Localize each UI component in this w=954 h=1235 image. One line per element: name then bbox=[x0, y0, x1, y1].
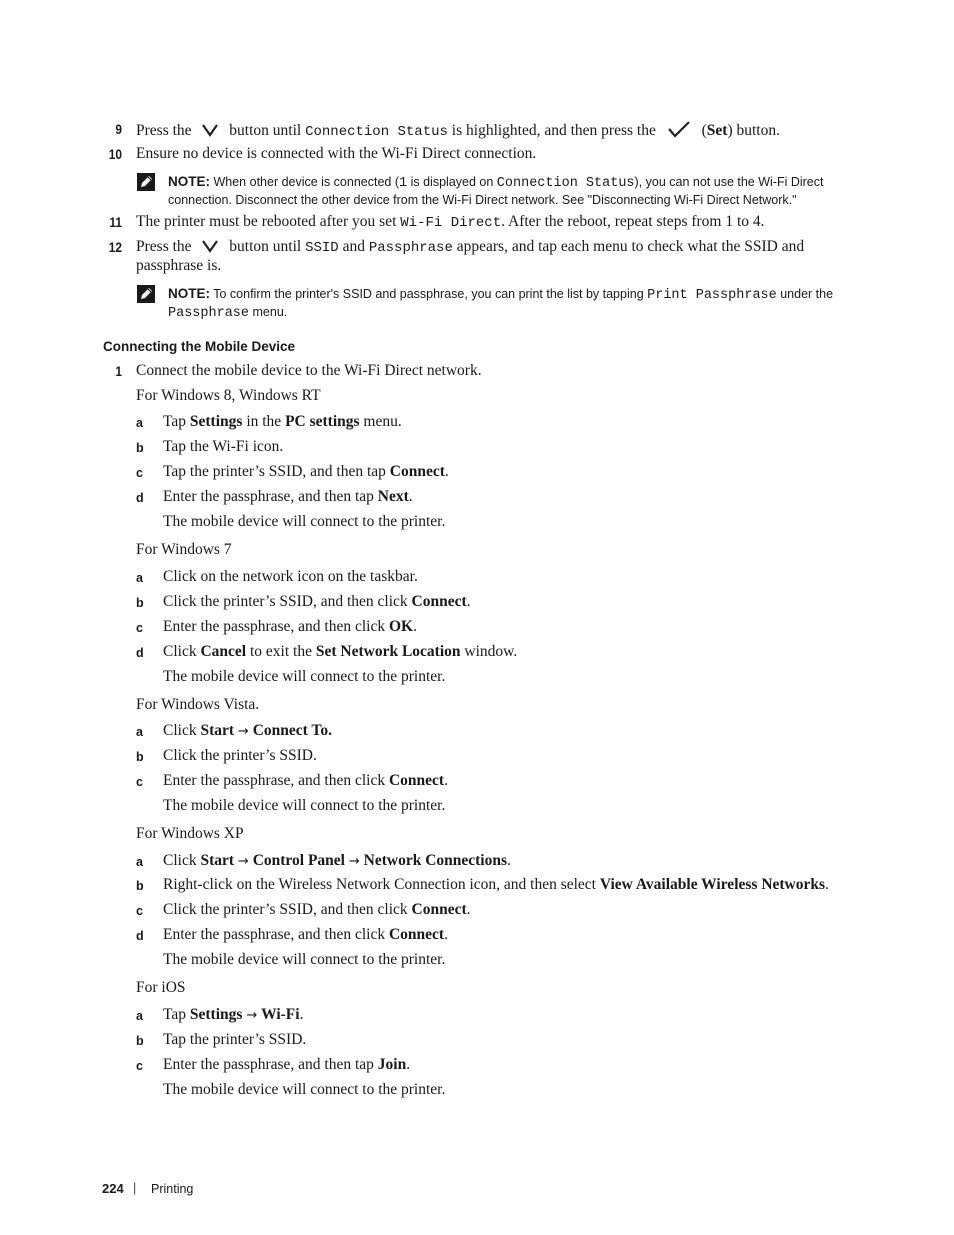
bold-text: Connect bbox=[388, 926, 445, 943]
substep-letter: b bbox=[136, 1034, 144, 1048]
text: appears, and tap each menu to check what the SSID and bbox=[456, 238, 805, 255]
result-text: The mobile device will connect to the printer. bbox=[163, 951, 446, 968]
subsection-title: For Windows 7 bbox=[136, 541, 232, 558]
text: Press the bbox=[136, 238, 192, 255]
text: . bbox=[466, 593, 471, 610]
text: is highlighted, and then press the bbox=[451, 122, 656, 139]
step-9-text bbox=[136, 120, 780, 140]
text: Tap bbox=[163, 413, 187, 430]
text: To confirm the printer's SSID and passphrase, you can print the list by tapping bbox=[213, 287, 644, 301]
text: Enter the passphrase, and then tap bbox=[163, 1056, 374, 1073]
menu-text: Connection Status bbox=[496, 176, 635, 191]
arrow-icon: → bbox=[237, 854, 249, 869]
bold-text: Wi-Fi bbox=[261, 1006, 300, 1023]
text: . bbox=[444, 463, 449, 480]
result-text: The mobile device will connect to the printer. bbox=[163, 797, 446, 814]
text: Click the printer’s SSID, and then click bbox=[163, 901, 408, 918]
step-number: 12 bbox=[108, 239, 122, 255]
page-number: 224 bbox=[102, 1181, 124, 1196]
text: Enter the passphrase, and then click bbox=[163, 926, 386, 943]
bold-text: Start bbox=[200, 852, 235, 869]
text: Enter the passphrase, and then tap bbox=[163, 488, 374, 505]
substep-text bbox=[163, 643, 517, 661]
step-10-text: Ensure no device is connected with the Wi-Fi Direct connection. bbox=[136, 145, 537, 162]
text: ) button. bbox=[727, 122, 780, 139]
substep-text bbox=[163, 593, 471, 611]
bold-text: Set bbox=[706, 122, 728, 139]
bold-text: Cancel bbox=[200, 643, 247, 660]
text: Tap bbox=[163, 1006, 187, 1023]
bold-text: Connect bbox=[388, 772, 445, 789]
subsection-title: For Windows 8, Windows RT bbox=[136, 387, 321, 404]
subsection-title: For Windows Vista. bbox=[136, 696, 260, 713]
note-pencil-icon bbox=[136, 172, 156, 192]
substep-letter: c bbox=[136, 466, 143, 480]
substep-text bbox=[163, 722, 332, 740]
substep-letter: d bbox=[136, 929, 144, 943]
step-number: 9 bbox=[115, 121, 122, 137]
step-number: 10 bbox=[108, 146, 122, 162]
substep-text bbox=[163, 852, 511, 870]
bold-text: Connect bbox=[411, 901, 467, 918]
text: menu. bbox=[252, 305, 288, 319]
text: . bbox=[444, 772, 448, 789]
substep-letter: a bbox=[136, 416, 143, 430]
text: . bbox=[408, 488, 413, 505]
step-number: 1 bbox=[115, 363, 122, 379]
substep-text: Click the printer’s SSID. bbox=[163, 747, 317, 764]
substep-text bbox=[163, 413, 402, 431]
menu-text: Print Passphrase bbox=[647, 288, 777, 303]
menu-text: Passphrase bbox=[168, 306, 250, 321]
text: Click the printer’s SSID, and then click bbox=[163, 593, 408, 610]
text: When other device is connected ( bbox=[213, 175, 400, 189]
substep-text bbox=[163, 463, 449, 481]
substep-text bbox=[163, 876, 829, 894]
footer-separator: | bbox=[133, 1181, 137, 1195]
result-text: The mobile device will connect to the printer. bbox=[163, 668, 446, 685]
substep-letter: a bbox=[136, 571, 143, 585]
chevron-down-icon bbox=[199, 238, 221, 254]
substep-text bbox=[163, 926, 448, 944]
menu-text: Wi-Fi Direct bbox=[400, 215, 502, 231]
text: . bbox=[466, 901, 471, 918]
arrow-icon: → bbox=[237, 724, 249, 739]
substep-text bbox=[163, 618, 417, 636]
substep-letter: b bbox=[136, 750, 144, 764]
text: The printer must be rebooted after you set bbox=[136, 213, 397, 230]
bold-text: Network Connections bbox=[363, 852, 508, 869]
menu-text: Passphrase bbox=[368, 240, 453, 256]
substep-text bbox=[163, 1056, 410, 1074]
text: . bbox=[507, 852, 511, 869]
text: to exit the bbox=[249, 643, 312, 660]
text: . bbox=[825, 876, 829, 893]
subsection-title: For iOS bbox=[136, 979, 186, 996]
section-heading: Connecting the Mobile Device bbox=[103, 339, 296, 354]
text: in the bbox=[246, 413, 282, 430]
step-12-text bbox=[136, 238, 804, 256]
menu-text: Connection Status bbox=[305, 124, 448, 140]
subsection-title: For Windows XP bbox=[136, 825, 244, 842]
text: Press the bbox=[136, 122, 192, 139]
substep-letter: b bbox=[136, 596, 144, 610]
text: Enter the passphrase, and then click bbox=[163, 618, 386, 635]
substep-letter: c bbox=[136, 904, 143, 918]
text: . After the reboot, repeat steps from 1 to 4. bbox=[501, 213, 765, 230]
bold-text: Connect To. bbox=[252, 722, 332, 739]
result-text: The mobile device will connect to the printer. bbox=[163, 513, 446, 530]
bold-text: Start bbox=[200, 722, 235, 739]
checkmark-icon bbox=[666, 120, 692, 138]
menu-text: 1 bbox=[399, 176, 408, 191]
substep-letter: a bbox=[136, 1009, 143, 1023]
text: window. bbox=[464, 643, 518, 660]
menu-text: SSID bbox=[305, 240, 339, 256]
text: Click bbox=[163, 643, 197, 660]
note-1 bbox=[168, 173, 853, 209]
substep-letter: c bbox=[136, 1059, 143, 1073]
bold-text: View Available Wireless Networks bbox=[599, 876, 826, 893]
bold-text: Connect bbox=[411, 593, 467, 610]
substep-text: Click on the network icon on the taskbar. bbox=[163, 568, 418, 585]
substep-letter: b bbox=[136, 879, 144, 893]
bold-text: Join bbox=[377, 1056, 407, 1073]
step-1-text: Connect the mobile device to the Wi-Fi Direct network. bbox=[136, 362, 482, 379]
result-text: The mobile device will connect to the printer. bbox=[163, 1081, 446, 1098]
text: button until bbox=[229, 122, 302, 139]
step-11-text bbox=[136, 213, 765, 231]
text: . bbox=[413, 618, 417, 635]
arrow-icon: → bbox=[348, 854, 360, 869]
substep-text bbox=[163, 901, 471, 919]
footer-section: Printing bbox=[151, 1182, 194, 1196]
text: . bbox=[299, 1006, 304, 1023]
step-12-text-cont: passphrase is. bbox=[136, 257, 222, 274]
substep-letter: d bbox=[136, 491, 144, 505]
bold-text: Next bbox=[377, 488, 409, 505]
text: Click bbox=[163, 722, 197, 739]
bold-text: Connect bbox=[389, 463, 445, 480]
text: Tap the printer’s SSID, and then tap bbox=[163, 463, 386, 480]
substep-letter: d bbox=[136, 646, 144, 660]
text: ), you can not use the Wi-Fi Direct connection. Disconnect the other device from the Wi-Fi Direct network. See "Disconnecting Wi-Fi Direct Network." bbox=[168, 175, 824, 207]
substep-letter: a bbox=[136, 855, 143, 869]
substep-text bbox=[163, 772, 448, 790]
arrow-icon: → bbox=[246, 1008, 258, 1023]
substep-letter: b bbox=[136, 441, 144, 455]
step-number: 11 bbox=[109, 214, 122, 230]
text: under the bbox=[780, 287, 834, 301]
chevron-down-icon bbox=[199, 122, 221, 138]
text: . bbox=[406, 1056, 411, 1073]
bold-text: Control Panel bbox=[252, 852, 345, 869]
text: button until bbox=[229, 238, 302, 255]
substep-letter: a bbox=[136, 725, 143, 739]
substep-text bbox=[163, 488, 413, 506]
bold-text: OK bbox=[388, 618, 414, 635]
text: menu. bbox=[363, 413, 402, 430]
bold-text: Set Network Location bbox=[315, 643, 461, 660]
text: and bbox=[342, 238, 365, 255]
note-label: NOTE: bbox=[168, 286, 210, 301]
substep-text: Tap the Wi-Fi icon. bbox=[163, 438, 284, 455]
text: Click bbox=[163, 852, 197, 869]
substep-text: Tap the printer’s SSID. bbox=[163, 1031, 307, 1048]
text: ( bbox=[701, 122, 707, 139]
note-label: NOTE: bbox=[168, 174, 210, 189]
bold-text: PC settings bbox=[285, 413, 360, 430]
text: Right-click on the Wireless Network Connection icon, and then select bbox=[163, 876, 596, 893]
text: Enter the passphrase, and then click bbox=[163, 772, 386, 789]
substep-letter: c bbox=[136, 775, 143, 789]
note-pencil-icon bbox=[136, 284, 156, 304]
bold-text: Settings bbox=[189, 1006, 243, 1023]
note-2 bbox=[168, 285, 853, 322]
bold-text: Settings bbox=[189, 413, 243, 430]
text: is displayed on bbox=[410, 175, 494, 189]
substep-letter: c bbox=[136, 621, 143, 635]
text: . bbox=[444, 926, 448, 943]
substep-text bbox=[163, 1006, 303, 1024]
